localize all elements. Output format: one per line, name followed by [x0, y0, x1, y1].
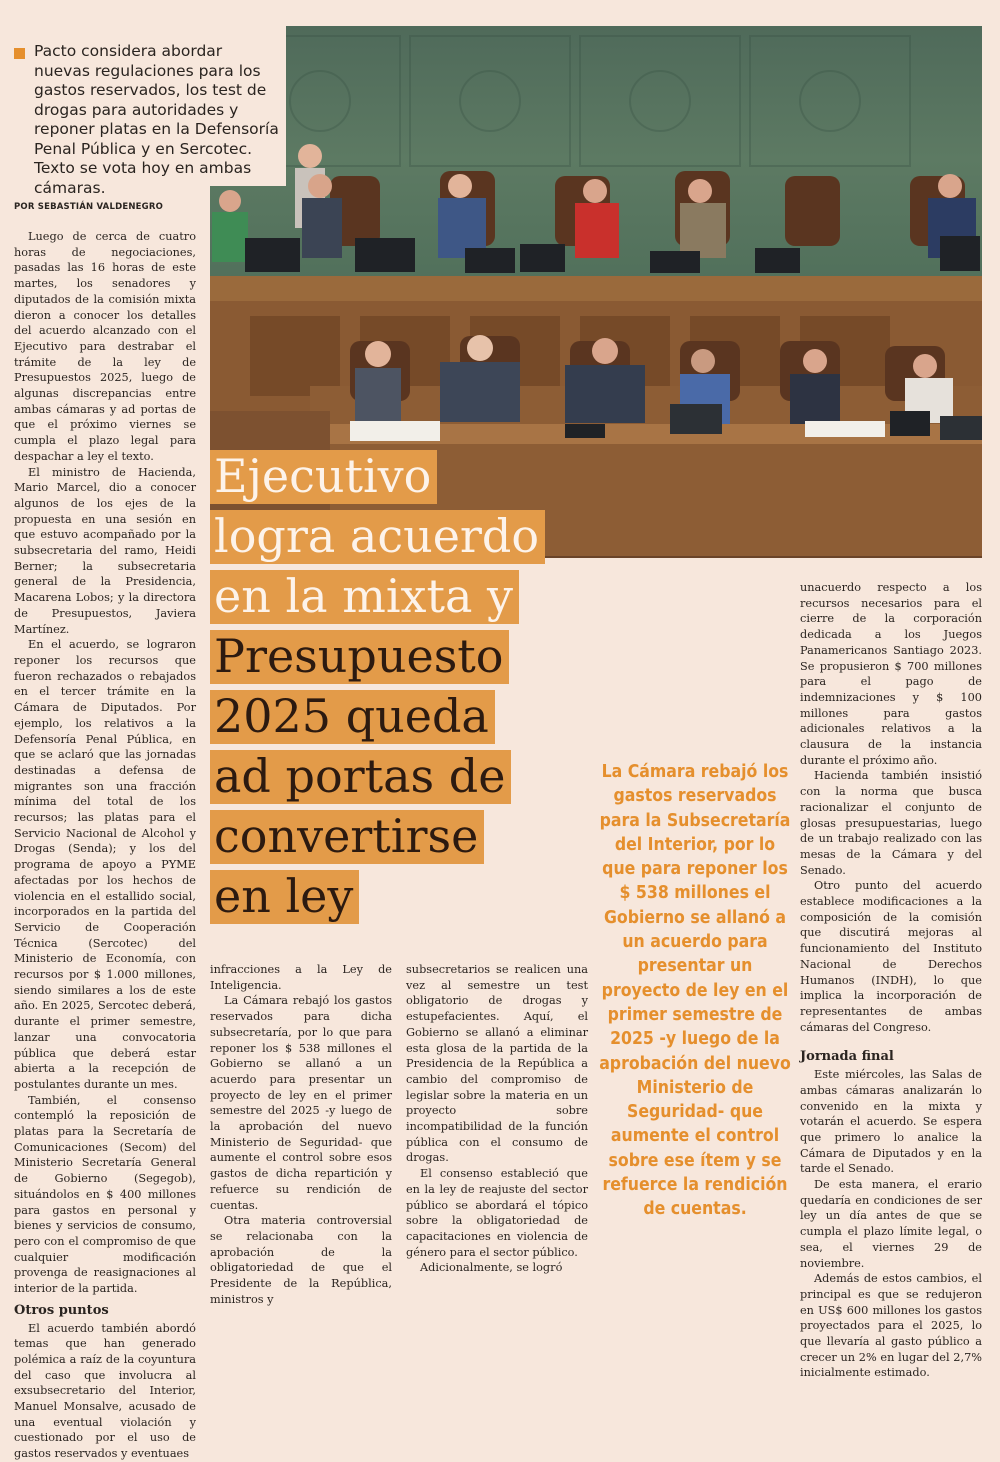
- byline: POR SEBASTIÁN VALDENEGRO: [14, 202, 164, 212]
- summary-text: Pacto considera abordar nuevas regulaciones para los gastos reservados, los test de drogas para autoridades y reponer platas en la Defensoría Penal Pública y en Sercotec. Texto se vota hoy en ambas cámaras.: [34, 42, 279, 197]
- column-2: [210, 962, 392, 1307]
- headline-line: 2025 queda: [210, 690, 495, 744]
- paragraph: Hacienda también insistió con la norma que busca racionalizar el conjunto de glosas presupuestarias, luego de un trabajo realizado con las mesas de la Cámara y del Senado.: [800, 769, 982, 877]
- column-4: [800, 580, 982, 1381]
- paragraph: El acuerdo también abordó temas que han generado polémica a raíz de la coyuntura del caso que involucra al exsubsecretario del Interior, Manuel Monsalve, acusado de una eventual violación y cuestionado por el uso de gastos reservados y eventuaes: [14, 1321, 196, 1461]
- paragraph: Otra materia controversial se relacionaba con la aprobación de la obligatoriedad de que el Presidente de la República, ministros y: [210, 1214, 392, 1306]
- headline-line: en la mixta y: [210, 570, 519, 624]
- paragraph: La Cámara rebajó los gastos reservados para dicha subsecretaría, por lo que para reponer los $ 538 millones el Gobierno se allanó a un acuerdo para presentar un proyecto de ley en el primer semestre del 2025 -y luego de la aprobación del nuevo Ministerio de Seguridad- que aumente el control sobre esos gastos de dicha repartición y refuerce su rendición de cuentas.: [210, 994, 392, 1212]
- paragraph: Otro punto del acuerdo establece modificaciones a la composición de la comisión que discutirá mejoras al funcionamiento del Instituto Nacional de Derechos Humanos (INDH), lo que implica la incorporación de representantes de ambas cámaras del Congreso.: [800, 879, 982, 1034]
- headline-line: Ejecutivo: [210, 450, 437, 504]
- column-1: [14, 229, 196, 1462]
- paragraph: Este miércoles, las Salas de ambas cámaras analizarán lo convenido en la mixta y votarán el acuerdo. Se espera que primero lo analice la Cámara de Diputados y en la tarde el Senado.: [800, 1068, 982, 1176]
- headline-line: logra acuerdo: [210, 510, 545, 564]
- summary-box: [0, 26, 286, 197]
- paragraph: subsecretarios se realicen una vez al semestre un test obligatorio de drogas y estupefacientes. Aquí, el Gobierno se allanó a eliminar esta glosa de la partida de la Presidencia de la República a cambio del compromiso de legislar sobre la materia en un proyecto sobre incompatibilidad de la función pública con el consumo de drogas.: [406, 963, 588, 1165]
- section-heading: Otros puntos: [14, 1302, 109, 1318]
- paragraph: El consenso estableció que en la ley de reajuste del sector público se abordará el tópico sobre la obligatoriedad de capacitaciones en violencia de género para el sector público.: [406, 1167, 588, 1259]
- headline-line: ad portas de: [210, 750, 511, 804]
- section-heading: Jornada final: [800, 1049, 894, 1065]
- paragraph: Adicionalmente, se logró: [420, 1261, 563, 1275]
- paragraph: Además de estos cambios, el principal es que se redujeron en US$ 600 millones los gastos proyectados para el 2025, lo que llevaría al gasto público a crecer un 2% en lugar del 2,7% inicialmente estimado.: [800, 1272, 982, 1380]
- paragraph: De esta manera, el erario quedaría en condiciones de ser ley un día antes de que se cumpla el plazo límite legal, o sea, el viernes 29 de noviembre.: [800, 1178, 982, 1270]
- paragraph: También, el consenso contempló la reposición de platas para la Secretaría de Comunicaciones (Secom) del Ministerio Secretaría General de Gobierno (Segegob), situándolos en $ 400 millones para gastos en personal y bienes y servicios de consumo, pero con el compromiso de que cualquier modificación provenga de reasignaciones al interior de la partida.: [14, 1093, 196, 1296]
- headline-line: convertirse: [210, 810, 484, 864]
- paragraph: Luego de cerca de cuatro horas de negociaciones, pasadas las 16 horas de este martes, los senadores y diputados de la comisión mixta dieron a conocer los detalles del acuerdo alcanzado con el Ejecutivo para destrabar el trámite de la ley de Presupuestos 2025, luego de algunas discrepancias entre ambas cámaras y ad portas de que el próximo viernes se cumpla el plazo legal para despachar a ley el texto.: [14, 230, 196, 463]
- paragraph: En el acuerdo, se lograron reponer los recursos que fueron rechazados o rebajados en el tercer trámite en la Cámara de Diputados. Por ejemplo, los relativos a la Defensoría Penal Pública, en que se aclaró que las jornadas destinadas a defensa de migrantes son una fracción mínima del total de los recursos; las platas para el Servicio Nacional de Alcohol y Drogas (Senda); y los del programa de apoyo a PYME afectadas por los hechos de violencia en el estallido social, incorporados en la partida del Servicio de Cooperación Técnica (Sercotec) del Ministerio de Economía, con recursos por $ 1.000 millones, siendo similares a los de este año. En 2025, Sercotec deberá, durante el primer semestre, lanzar una convocatoria pública que deberá estar abierta a la recepción de postulantes durante un mes.: [14, 638, 196, 1091]
- summary-bullet-icon: [14, 48, 25, 59]
- paragraph: infracciones a la Ley de Inteligencia.: [210, 963, 392, 992]
- headline-line: en ley: [210, 870, 359, 924]
- pull-quote: La Cámara rebajó los gastos reservados para la Subsecretaría del Interior, por lo que para reponer los $ 538 millones el Gobierno se allanó a un acuerdo para presentar un proyecto de ley en el primer semestre de 2025 -y luego de la aprobación del nuevo Ministerio de Seguridad- que aumente el control sobre ese ítem y se refuerce la rendición de cuentas.: [599, 762, 791, 1220]
- column-3: [406, 962, 588, 1276]
- paragraph: El ministro de Hacienda, Mario Marcel, dio a conocer algunos de los ejes de la propuesta en una sesión en que estuvo acompañado por la subsecretaria del ramo, Heidi Berner; la subsecretaria general de la Presidencia, Macarena Lobos; y la directora de Presupuestos, Javiera Martínez.: [14, 465, 196, 636]
- headline-line: Presupuesto: [210, 630, 509, 684]
- headline: [210, 450, 550, 930]
- paragraph: unacuerdo respecto a los recursos necesarios para el cierre de la corporación dedicada a los Juegos Panamericanos Santiago 2023. Se propusieron $ 700 millones para el pago de indemnizaciones y $ 100 millones para gastos adicionales relativos a la clausura de la instancia durante el próximo año.: [800, 581, 982, 767]
